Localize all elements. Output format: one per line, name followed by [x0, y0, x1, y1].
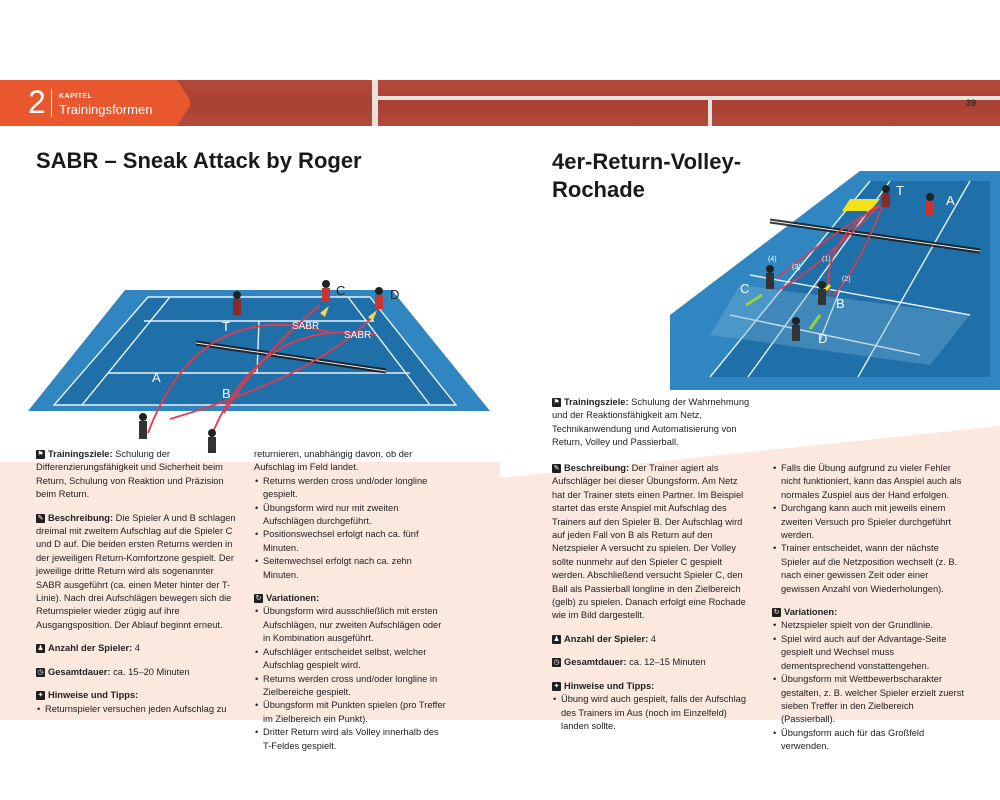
- court-label-c: C: [740, 281, 750, 296]
- court-label-1: (1): [822, 256, 831, 263]
- variations-icon: ↻: [255, 595, 262, 603]
- page-number: 39: [965, 98, 976, 108]
- court-label-a: A: [152, 370, 161, 385]
- court-diagram-sabr: [20, 205, 490, 410]
- list-item: • Durchgang kann auch mit jeweils einem zweiten Versuch pro Spieler durchgeführt werden.: [781, 502, 968, 542]
- list-item: • Übungsform auch für das Großfeld verwenden.: [781, 727, 968, 754]
- chapter-divider: [51, 89, 52, 117]
- list-item: • Netzspieler spielt von der Grundlinie.: [781, 619, 968, 632]
- right-column-1: ✎ Beschreibung: Der Trainer agiert als Aufschläger bei dieser Übungsform. Am Netz hat der Trainer stets einen Partner. Im Beispiel startet das erste Anspiel mit Aufschlag des Trainers auf den Spieler B. Der Aufschlag wird auf jeden Fall von B als Return auf den Netzspieler A versucht zu spielen. Der Volley sollte nunmehr auf den Spieler C gespielt werden. Abschließend versucht Spieler C, den Ball als Passierball longline in den Zielbereich (gelb) zu spielen. Danach erfolgt eine Rochade wie im Bild dargestellt. ♟ Anzahl der Spieler: 4 ◷ Gesamtdauer: ca. 12–15 Minuten ✦ Hinweise und Tipps: • Übung wird auch gespielt, falls der Aufschlag des Trainers im Aus (noch im Einzelfeld) landen sollte.: [552, 462, 752, 743]
- chapter-header: [0, 80, 1000, 126]
- court-label-t: T: [896, 183, 904, 198]
- page-title-left: SABR – Sneak Attack by Roger: [36, 148, 362, 173]
- chapter-kicker: KAPITEL: [59, 93, 93, 100]
- list-item: • Falls die Übung aufgrund zu vieler Fehler nicht funktioniert, kann das Anspiel auch als normales Zuspiel aus der Hand erfolgen.: [781, 462, 968, 502]
- list-item: • Trainer entscheidet, wann der nächste Spieler auf die Netzposition wechselt (z. B. nach einer gewissen Zeit oder einer gewissen Anzahl von Wiederholungen).: [781, 542, 968, 596]
- lightbulb-icon: ✦: [553, 682, 560, 690]
- list-item: • Übungsform mit Punkten spielen (pro Treffer im Zielbereich ein Punkt).: [263, 699, 449, 726]
- clock-icon: ◷: [37, 668, 44, 676]
- list-item: • Übung wird auch gespielt, falls der Aufschlag des Trainers im Aus (noch im Einzelfeld) landen sollte.: [561, 693, 752, 733]
- list-item: • Spiel wird auch auf der Advantage-Seite gespielt und Wechsel muss dementsprechend vonstattengehen.: [781, 633, 968, 673]
- lightbulb-icon: ✦: [37, 692, 44, 700]
- whistle-icon: ✎: [553, 465, 560, 473]
- list-item: • Returns werden cross und/oder longline in Zielbereiche gespielt.: [263, 673, 449, 700]
- left-column-2: returnieren, unabhängig davon, ob der Aufschlag im Feld landet. • Returns werden cross und/oder longline gespielt. • Übungsform wird nur mit zweiten Aufschlägen durchgeführt. • Positionswechsel erfolgt nach ca. fünf Minuten. • Seitenwechsel erfolgt nach ca. zehn Minuten. ↻ Variationen: • Übungsform wird ausschließlich mit ersten Aufschlägen, nur zweiten Aufschlägen oder in Kombination ausgeführt. • Aufschläger entscheidet selbst, welcher Aufschlag gespielt wird. • Returns werden cross und/oder longline in Zielbereiche gespielt. • Übungsform mit Punkten spielen (pro Treffer im Zielbereich ein Punkt). • Dritter Return wird als Volley innerhalb des T-Feldes gespielt.: [254, 448, 449, 763]
- list-item: • Dritter Return wird als Volley innerhalb des T-Feldes gespielt.: [263, 726, 449, 753]
- continued-text: returnieren, unabhängig davon, ob der Aufschlag im Feld landet.: [254, 449, 413, 473]
- chapter-number: 2: [28, 84, 46, 120]
- chapter-title: Trainingsformen: [59, 102, 153, 117]
- list-item: • Übungsform wird ausschließlich mit ersten Aufschlägen, nur zweiten Aufschlägen oder in Kombination ausgeführt.: [263, 605, 449, 645]
- right-column-2: • Falls die Übung aufgrund zu vieler Fehler nicht funktioniert, kann das Anspiel auch als normales Zuspiel aus der Hand erfolgen. • Durchgang kann auch mit jeweils einem zweiten Versuch pro Spieler durchgeführt werden. • Trainer entscheidet, wann der nächste Spieler auf die Netzposition wechselt (z. B. nach einer gewissen Zeit oder einer gewissen Anzahl von Wiederholungen). ↻ Variationen: • Netzspieler spielt von der Grundlinie. • Spiel wird auch auf der Advantage-Seite gespielt und Wechsel muss dementsprechend vonstattengehen. • Übungsform mit Wettbewerbscharakter gestalten, z. B. welcher Spieler erzielt zuerst sieben Treffer in den Zielbereich (Passierball). • Übungsform auch für das Großfeld verwenden.: [772, 462, 968, 764]
- list-item: • Returnspieler versuchen jeden Aufschlag zu: [45, 703, 236, 716]
- list-item: • Returns werden cross und/oder longline gespielt.: [263, 475, 449, 502]
- players-icon: ♟: [553, 635, 560, 643]
- court-label-sabr-1: SABR: [292, 321, 320, 332]
- left-column-1: ⚑ Trainingsziele: Schulung der Differenzierungsfähigkeit und Sicherheit beim Return, Schulung von Reaktion und Präzision beim Return. ✎ Beschreibung: Die Spieler A und B schlagen dreimal mit zweitem Aufschlag auf die Spieler C und D auf. Die beiden ersten Returns werden in der jeweiligen Return-Komfortzone gespielt. Der jeweilige dritte Return wird als sogenannter SABR ausgeführt (ca. einen Meter hinter der T-Linie). Nach drei Aufschlägen bewegen sich die Returnspieler wieder zügig auf ihre Ausgangsposition. Der Ablauf beginnt erneut. ♟ Anzahl der Spieler: 4 ◷ Gesamtdauer: ca. 15–20 Minuten ✦ Hinweise und Tipps: • Returnspieler versuchen jeden Aufschlag zu: [36, 448, 236, 726]
- court-label-t: T: [222, 319, 230, 334]
- court-label-a: A: [946, 193, 955, 208]
- variations-icon: ↻: [773, 609, 780, 617]
- page-title-right: 4er-Return-Volley-Rochade: [552, 149, 742, 202]
- book-spread: [0, 80, 1000, 752]
- court-label-sabr-2: SABR: [344, 330, 372, 341]
- court-label-b: B: [836, 296, 845, 311]
- court-label-d: D: [818, 331, 828, 346]
- court-diagram-rochade: [670, 165, 1000, 390]
- flag-icon: ⚑: [37, 451, 44, 459]
- right-goals: ⚑ Trainingsziele: Schulung der Wahrnehmung und der Reaktionsfähigkeit am Netz, Technikanwendung und Automatisierung von Return, Volley und Passierball.: [552, 397, 750, 448]
- court-label-b: B: [222, 386, 231, 401]
- court-label-2: (2): [842, 276, 851, 283]
- list-item: • Übungsform wird nur mit zweiten Aufschlägen durchgeführt.: [263, 502, 449, 529]
- court-label-3: (3): [792, 264, 801, 271]
- list-item: • Übungsform mit Wettbewerbscharakter gestalten, z. B. welcher Spieler erzielt zuerst sieben Treffer in den Zielbereich (Passierball).: [781, 673, 968, 727]
- list-item: • Aufschläger entscheidet selbst, welcher Aufschlag gespielt wird.: [263, 646, 449, 673]
- court-label-4: (4): [768, 256, 777, 263]
- clock-icon: ◷: [553, 659, 560, 667]
- flag-icon: ⚑: [553, 399, 560, 407]
- players-icon: ♟: [37, 645, 44, 653]
- court-label-c: C: [336, 283, 346, 298]
- list-item: • Positionswechsel erfolgt nach ca. fünf Minuten.: [263, 528, 449, 555]
- court-label-d: D: [390, 287, 400, 302]
- whistle-icon: ✎: [37, 514, 44, 522]
- list-item: • Seitenwechsel erfolgt nach ca. zehn Minuten.: [263, 555, 449, 582]
